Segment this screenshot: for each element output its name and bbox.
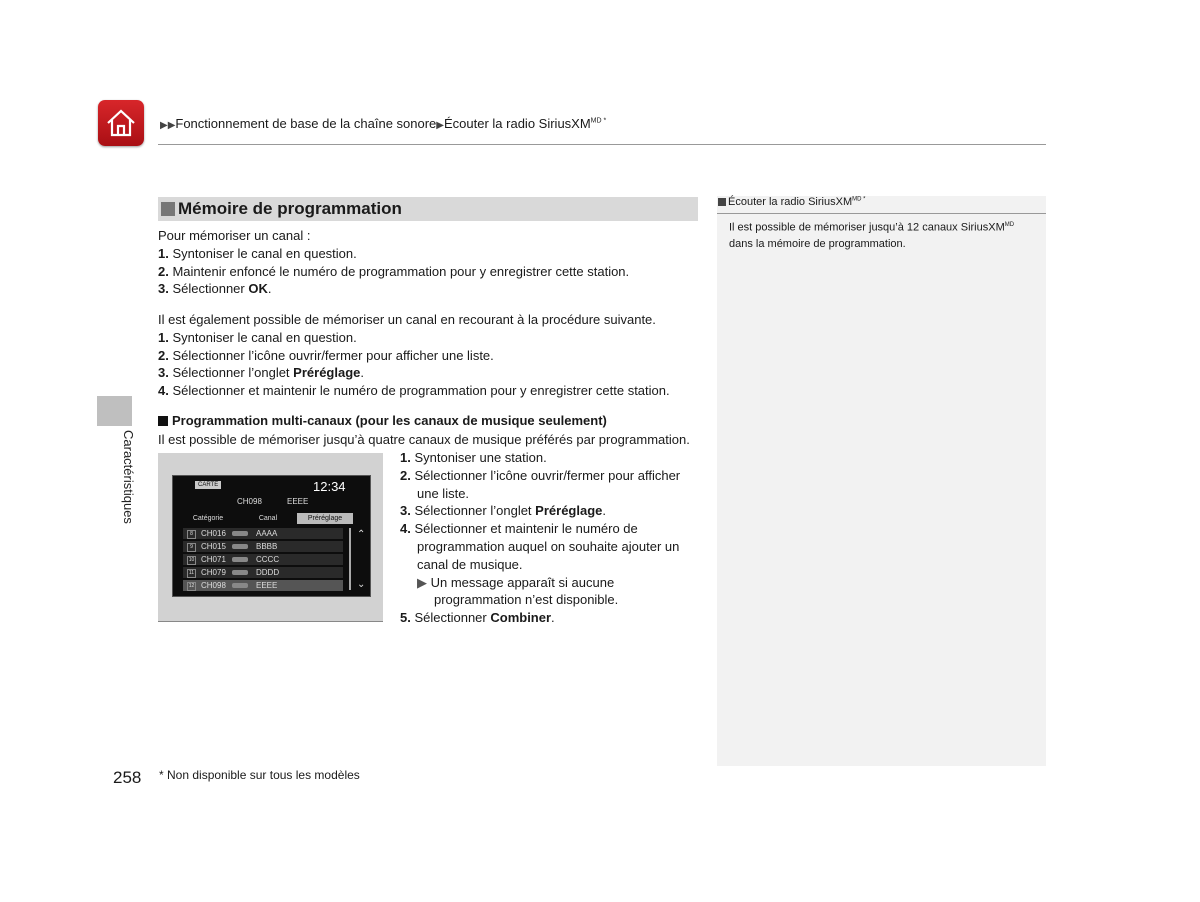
clock: 12:34 bbox=[313, 479, 346, 494]
subsection-heading: Programmation multi-canaux (pour les canaux de musique seulement) bbox=[158, 413, 607, 428]
breadcrumb bbox=[160, 116, 606, 131]
footnote: * Non disponible sur tous les modèles bbox=[159, 768, 360, 782]
audio-screen bbox=[172, 475, 371, 597]
step: 3. Sélectionner OK. bbox=[158, 281, 272, 297]
current-name: EEEE bbox=[287, 497, 309, 506]
preset-row: 11 CH079 DDDD bbox=[183, 567, 343, 578]
step: 2. Sélectionner l’icône ouvrir/fermer pour afficher bbox=[400, 467, 681, 483]
chapter-tab-label: Caractéristiques bbox=[121, 430, 136, 524]
reference-icon bbox=[718, 198, 726, 206]
tab-category: Catégorie bbox=[192, 515, 224, 522]
intro-text: Pour mémoriser un canal : bbox=[158, 228, 311, 243]
preset-row: 10 CH071 CCCC bbox=[183, 554, 343, 565]
step: 1. Syntoniser le canal en question. bbox=[158, 329, 357, 345]
home-icon bbox=[105, 107, 137, 139]
breadcrumb-item-audio[interactable]: Fonctionnement de base de la chaîne sonore bbox=[175, 116, 437, 131]
header-divider bbox=[158, 144, 1046, 145]
tab-preset: Préréglage bbox=[297, 513, 353, 524]
preset-row: 12 CH098 EEEE bbox=[183, 580, 343, 591]
sidebar-panel bbox=[717, 196, 1046, 766]
procedure-two bbox=[158, 311, 670, 400]
scroll-down-icon: ⌄ bbox=[357, 579, 366, 590]
square-bullet-icon bbox=[161, 202, 175, 216]
step: 1. Syntoniser le canal en question. bbox=[158, 245, 357, 261]
step: 3. Sélectionner l’onglet Préréglage. bbox=[158, 365, 364, 381]
chapter-tab-marker[interactable] bbox=[97, 396, 132, 426]
scroll-up-icon: ⌃ bbox=[357, 529, 366, 540]
step: 5. Sélectionner Combiner. bbox=[400, 610, 555, 626]
tab-channel: Canal bbox=[258, 515, 278, 522]
screenshot-figure bbox=[158, 453, 383, 622]
step: 2. Maintenir enfoncé le numéro de programmation pour y enregistrer cette station. bbox=[158, 263, 630, 279]
step: 1. Syntoniser une station. bbox=[400, 450, 547, 465]
step: 2. Sélectionner l’icône ouvrir/fermer pour afficher une liste. bbox=[158, 347, 494, 363]
step: 3. Sélectionner l’onglet Préréglage. bbox=[400, 503, 606, 519]
carte-button: CARTE bbox=[195, 481, 221, 489]
square-bullet-icon bbox=[158, 416, 168, 426]
sidebar-text: Il est possible de mémoriser jusqu’à 12 canaux SiriusXM$^{MD}$ dans la mémoire de programmation. bbox=[729, 221, 1015, 250]
breadcrumb-item-siriusxm[interactable]: Écouter la radio SiriusXM bbox=[444, 116, 591, 131]
step: 4. Sélectionner et maintenir le numéro de bbox=[400, 521, 638, 537]
current-channel: CH098 bbox=[237, 497, 262, 506]
scrollbar bbox=[349, 528, 351, 590]
page-number: 258 bbox=[113, 768, 142, 787]
note: ▶ Un message apparaît si aucune bbox=[417, 574, 615, 590]
arrow-icon: ▶ bbox=[436, 120, 444, 131]
procedure-three: 1. Syntoniser une station. 2. Sélectionner l’icône ouvrir/fermer pour afficher une liste. 3. Sélectionner l’onglet Préréglage. 4. Sélectionner et maintenir le numéro de programmation auquel on souhaite ajouter un canal de musique. ▶ Un message apparaît si aucune programmation n’est disponible. 5. Sélectionner Combiner. bbox=[400, 449, 700, 627]
section-heading bbox=[158, 197, 698, 221]
breadcrumb-sup: MD * bbox=[590, 117, 607, 125]
arrow-icon: ▶▶ bbox=[160, 120, 176, 131]
sidebar-heading: Écouter la radio SiriusXM$^{MD *}$ bbox=[717, 196, 1046, 214]
step: 4. Sélectionner et maintenir le numéro de programmation pour y enregistrer cette station. bbox=[158, 383, 670, 399]
home-button[interactable] bbox=[98, 100, 144, 146]
section-title: Mémoire de programmation bbox=[178, 199, 402, 218]
subsection-intro: Il est possible de mémoriser jusqu’à quatre canaux de musique préférés par programmation. bbox=[158, 432, 690, 447]
note-arrow-icon: ▶ bbox=[417, 574, 427, 590]
preset-row: 8 CH016 AAAA bbox=[183, 528, 343, 539]
intro-text: Il est également possible de mémoriser un canal en recourant à la procédure suivante. bbox=[158, 312, 656, 327]
preset-row: 9 CH015 BBBB bbox=[183, 541, 343, 552]
procedure-one bbox=[158, 227, 629, 298]
